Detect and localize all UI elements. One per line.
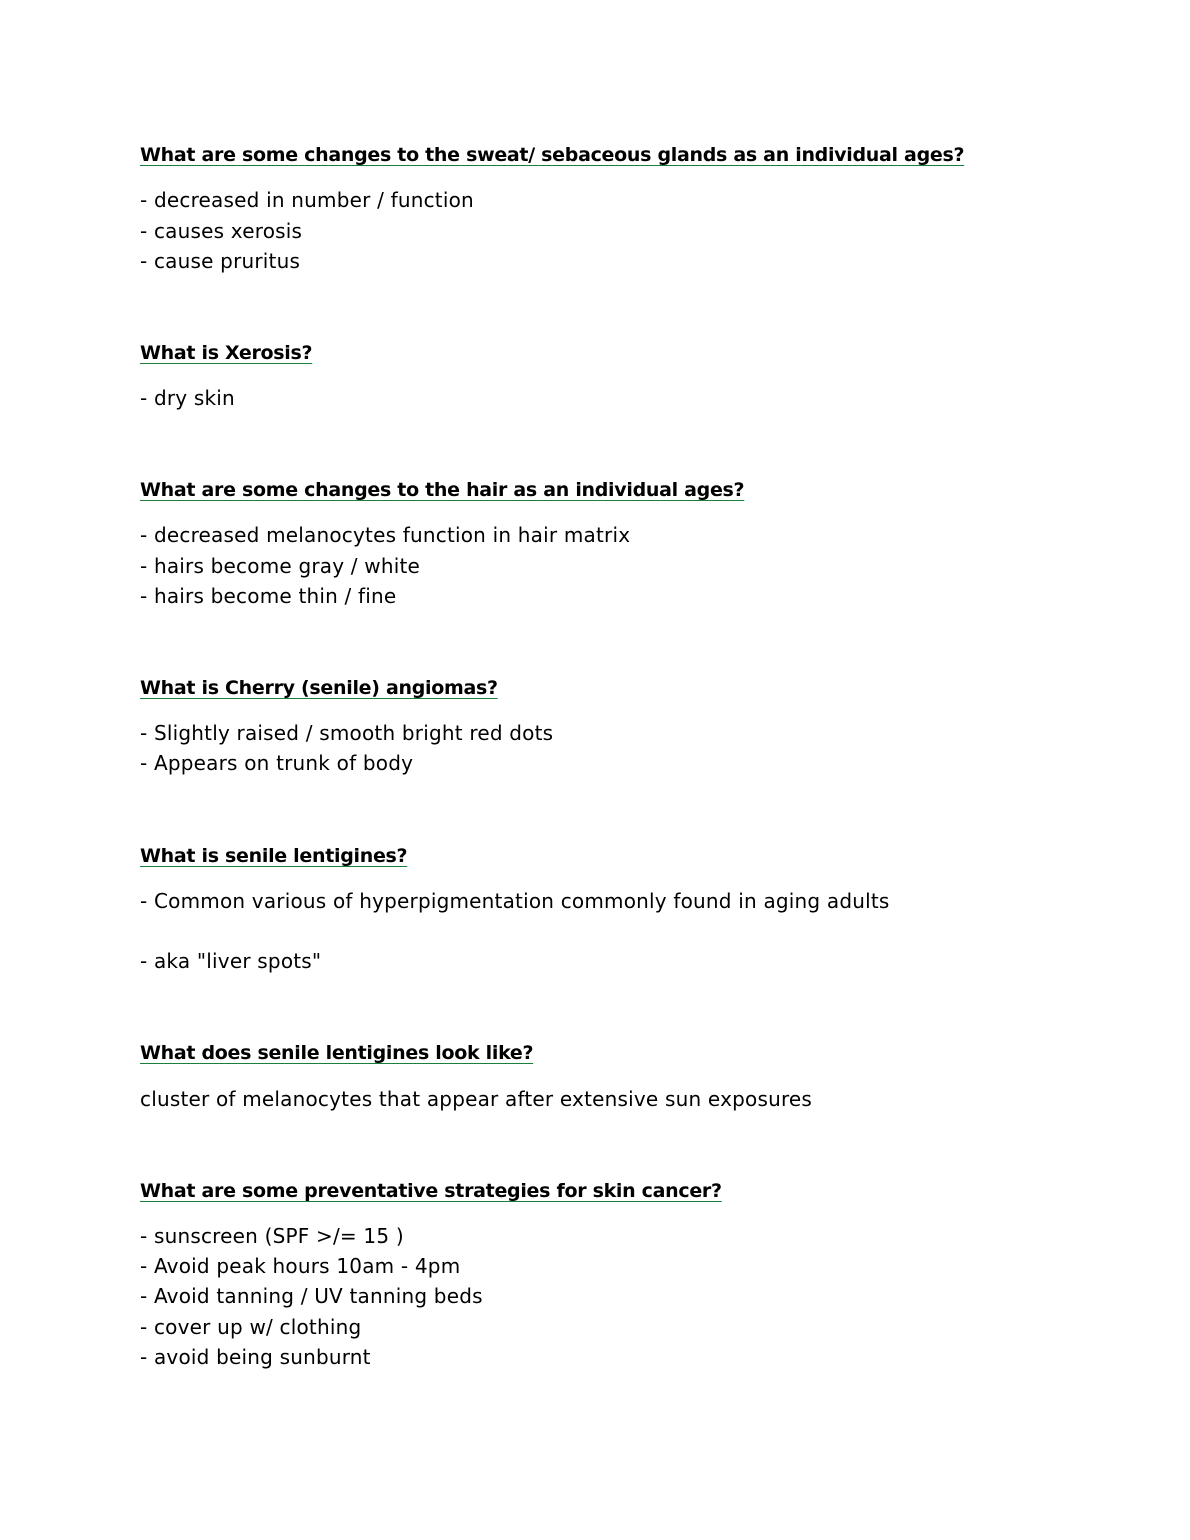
answer-line: - causes xerosis <box>140 219 303 243</box>
answer-line: - Avoid tanning / UV tanning beds <box>140 1284 483 1308</box>
answer-line: - dry skin <box>140 386 235 410</box>
question-heading: What is senile lentigines? <box>140 845 408 867</box>
answer-line: - sunscreen (SPF >/= 15 ) <box>140 1224 404 1248</box>
answer-line: - avoid being sunburnt <box>140 1345 371 1369</box>
question-heading: What are some changes to the hair as an individual ages? <box>140 479 745 501</box>
question-heading: What is Cherry (senile) angiomas? <box>140 677 498 699</box>
answer-line: - aka "liver spots" <box>140 949 322 973</box>
answer-line: - hairs become gray / white <box>140 554 421 578</box>
answer-line: - Avoid peak hours 10am - 4pm <box>140 1254 461 1278</box>
question-heading: What is Xerosis? <box>140 342 313 364</box>
answer-line: - cause pruritus <box>140 249 301 273</box>
answer-line: - cover up w/ clothing <box>140 1315 362 1339</box>
answer-line: - Common various of hyperpigmentation commonly found in aging adults <box>140 889 890 913</box>
answer-line: - Slightly raised / smooth bright red dots <box>140 721 554 745</box>
question-heading: What are some changes to the sweat/ sebaceous glands as an individual ages? <box>140 144 965 166</box>
answer-line: - decreased melanocytes function in hair matrix <box>140 523 631 547</box>
question-heading: What are some preventative strategies for skin cancer? <box>140 1180 722 1202</box>
answer-line: - hairs become thin / fine <box>140 584 397 608</box>
answer-line: cluster of melanocytes that appear after extensive sun exposures <box>140 1087 813 1111</box>
answer-line: - decreased in number / function <box>140 188 474 212</box>
question-heading: What does senile lentigines look like? <box>140 1042 534 1064</box>
answer-line: - Appears on trunk of body <box>140 751 414 775</box>
